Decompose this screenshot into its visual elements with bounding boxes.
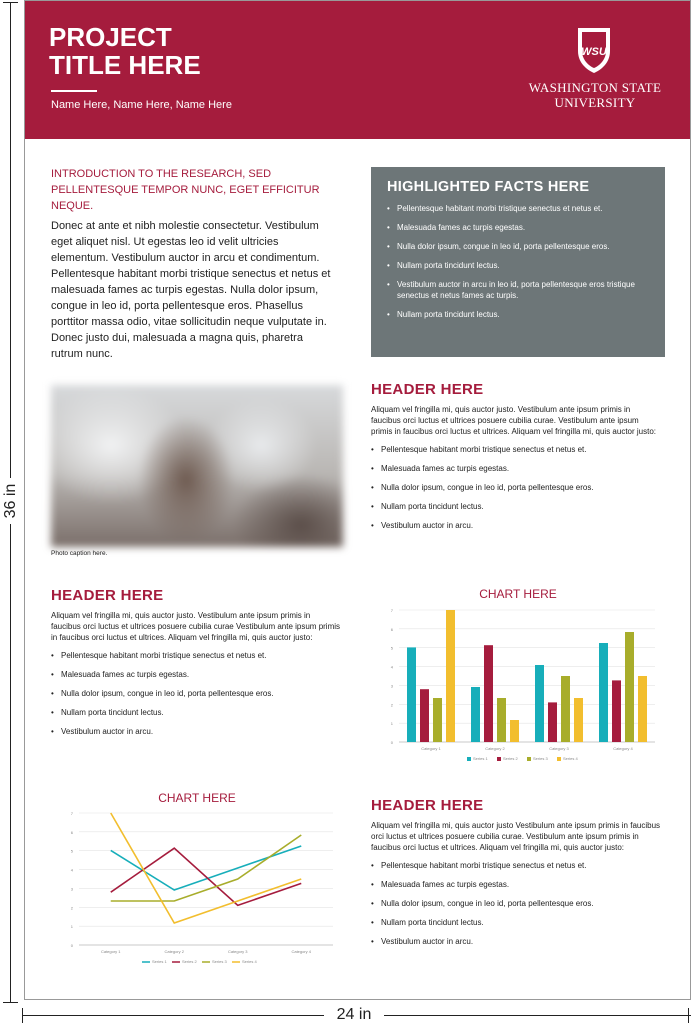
bar bbox=[535, 665, 544, 742]
facts-item: • Pellentesque habitant morbi tristique senectus et netus et. bbox=[387, 203, 649, 214]
y-tick-label: 0 bbox=[70, 943, 73, 948]
section-list-item: • Pellentesque habitant morbi tristique senectus et netus et. bbox=[51, 650, 341, 661]
legend-swatch bbox=[497, 757, 501, 761]
section-list-item: • Vestibulum auctor in arcu. bbox=[51, 726, 341, 737]
bar bbox=[497, 698, 506, 742]
x-tick-label: Category 4 bbox=[613, 746, 633, 751]
title-underline bbox=[51, 90, 97, 92]
y-tick-label: 0 bbox=[390, 740, 393, 745]
legend-label: Series 2 bbox=[503, 756, 518, 761]
bar bbox=[599, 643, 608, 742]
photo-caption: Photo caption here. bbox=[51, 550, 108, 557]
section-heading: HEADER HERE bbox=[371, 797, 484, 814]
x-tick-label: Category 1 bbox=[100, 949, 121, 954]
intro-heading: INTRODUCTION TO THE RESEARCH, SED PELLENTESQUE TEMPOR NUNC, EGET EFFICITUR NEQUE. bbox=[51, 168, 320, 212]
section-heading: HEADER HERE bbox=[371, 381, 484, 398]
author-names: Name Here, Name Here, Name Here bbox=[51, 99, 232, 111]
height-dimension-label: 36 in bbox=[0, 478, 22, 524]
section-list-item: • Malesuada fames ac turpis egestas. bbox=[51, 669, 341, 680]
y-tick-label: 3 bbox=[390, 683, 393, 689]
section-right-2 bbox=[371, 797, 661, 955]
shield-monogram: WSU bbox=[581, 46, 607, 58]
legend-label: Series 1 bbox=[152, 959, 167, 964]
section-list-item: • Malesuada fames ac turpis egestas. bbox=[371, 463, 661, 474]
poster-title-line1: PROJECT bbox=[49, 22, 172, 52]
y-tick-label: 1 bbox=[70, 924, 73, 930]
section-list-item: • Nullam porta tincidunt lectus. bbox=[371, 501, 661, 512]
title-banner bbox=[25, 1, 690, 139]
legend-label: Series 3 bbox=[212, 959, 227, 964]
y-tick-label: 3 bbox=[70, 886, 73, 892]
facts-item: • Malesuada fames ac turpis egestas. bbox=[387, 222, 649, 233]
section-list-item: • Vestibulum auctor in arcu. bbox=[371, 520, 661, 531]
intro-body: Donec at ante et nibh molestie consectetur. Vestibulum eget aliquet nisl. Ut egestas leo id velit ultricies elementum. Vestibulum auctor in arcu et condimentum. Pellentesque habitant morbi tristique senectus et netus et malesuada fames ac turpis egestas. Nulla dolor ipsum, congue in leo id, porta pellentesque eros. Phasellus porttitor massa odio, vitae sollicitudin neque vulputate in. Donec justo dui, malesuada a magna quis, pharetra rutrum nunc. bbox=[51, 220, 331, 360]
highlighted-facts-box bbox=[371, 167, 665, 357]
bar-chart bbox=[371, 604, 665, 774]
line-chart-title: CHART HERE bbox=[158, 791, 236, 805]
facts-list bbox=[387, 203, 649, 320]
y-tick-label: 7 bbox=[390, 608, 393, 613]
y-tick-label: 6 bbox=[70, 829, 73, 835]
section-body: Aliquam vel fringilla mi, quis auctor justo. Vestibulum ante ipsum primis in faucibus orci luctus et ultrices posuere cubilia curae Vestibulum ante ipsum primis in faucibus orci luctus et ultrices. Aliquam vel fringilla mi, quis auctor justo: bbox=[51, 611, 341, 642]
series-line bbox=[111, 848, 302, 905]
legend-swatch bbox=[527, 757, 531, 761]
series-line bbox=[111, 846, 302, 890]
x-tick-label: Category 3 bbox=[227, 949, 248, 954]
x-tick-label: Category 3 bbox=[549, 746, 569, 751]
wordmark-line2: UNIVERSITY bbox=[554, 95, 636, 110]
section-list-item: • Malesuada fames ac turpis egestas. bbox=[371, 879, 661, 890]
section-heading: HEADER HERE bbox=[51, 587, 164, 604]
y-tick-label: 1 bbox=[390, 721, 393, 727]
legend-label: Series 2 bbox=[182, 959, 197, 964]
section-list bbox=[371, 860, 661, 947]
bar bbox=[510, 720, 519, 742]
section-list-item: • Nullam porta tincidunt lectus. bbox=[371, 917, 661, 928]
width-dimension-tick-right bbox=[688, 1008, 689, 1023]
university-wordmark bbox=[520, 80, 670, 110]
facts-item: • Vestibulum auctor in arcu in leo id, porta pellentesque eros tristique senectus et netus fames ac turpis. bbox=[387, 279, 649, 301]
facts-item: • Nulla dolor ipsum, congue in leo id, porta pellentesque eros. bbox=[387, 241, 649, 252]
section-list-item: • Vestibulum auctor in arcu. bbox=[371, 936, 661, 947]
bar bbox=[420, 689, 429, 742]
section-list bbox=[371, 444, 661, 531]
section-list-item: • Pellentesque habitant morbi tristique senectus et netus et. bbox=[371, 860, 661, 871]
height-dimension bbox=[0, 0, 22, 1005]
y-tick-label: 7 bbox=[70, 811, 73, 816]
bar bbox=[612, 680, 621, 742]
legend-label: Series 1 bbox=[473, 756, 488, 761]
legend-label: Series 4 bbox=[563, 756, 578, 761]
x-tick-label: Category 2 bbox=[485, 746, 505, 751]
section-list-item: • Nullam porta tincidunt lectus. bbox=[51, 707, 341, 718]
x-tick-label: Category 1 bbox=[421, 746, 441, 751]
section-left-1 bbox=[51, 587, 341, 745]
section-list-item: • Nulla dolor ipsum, congue in leo id, porta pellentesque eros. bbox=[51, 688, 341, 699]
poster-title bbox=[49, 23, 269, 79]
cougar-shield-icon bbox=[575, 25, 613, 75]
section-body: Aliquam vel fringilla mi, quis auctor justo. Vestibulum ante ipsum primis in faucibus orci luctus et ultrices posuere cubilia curae. Vestibulum ante ipsum primis in faucibus orci luctus et ultrices. Aliquam vel fringilla mi, quis auctor justo: bbox=[371, 405, 656, 436]
research-photo bbox=[51, 385, 343, 547]
y-tick-label: 4 bbox=[70, 867, 73, 873]
wordmark-line1: WASHINGTON STATE bbox=[528, 80, 662, 95]
bar bbox=[433, 698, 442, 742]
y-tick-label: 2 bbox=[70, 905, 73, 911]
y-tick-label: 5 bbox=[70, 848, 73, 854]
bar bbox=[638, 676, 647, 742]
y-tick-label: 6 bbox=[390, 626, 393, 632]
bar bbox=[561, 676, 570, 742]
section-list-item: • Nulla dolor ipsum, congue in leo id, porta pellentesque eros. bbox=[371, 482, 661, 493]
x-tick-label: Category 4 bbox=[291, 949, 312, 954]
poster-title-line2: TITLE HERE bbox=[49, 50, 201, 80]
bar bbox=[446, 610, 455, 742]
y-tick-label: 2 bbox=[390, 702, 393, 708]
university-logo bbox=[520, 25, 670, 115]
height-dimension-tick-bottom bbox=[3, 1002, 18, 1003]
legend-swatch bbox=[557, 757, 561, 761]
y-tick-label: 4 bbox=[390, 664, 393, 670]
poster bbox=[24, 0, 691, 1000]
width-dimension bbox=[22, 1004, 691, 1024]
height-dimension-tick-top bbox=[3, 2, 18, 3]
section-list-item: • Pellentesque habitant morbi tristique senectus et netus et. bbox=[371, 444, 661, 455]
legend-swatch bbox=[467, 757, 471, 761]
bar bbox=[574, 698, 583, 742]
section-body: Aliquam vel fringilla mi, quis auctor justo Vestibulum ante ipsum primis in faucibus orci luctus et ultrices posuere cubilia curae. Vestibulum ante ipsum primis in faucibus orci luctus et ultrices. Aliquam vel fringilla mi, quis auctor justo: bbox=[371, 821, 661, 852]
bar bbox=[471, 687, 480, 742]
width-dimension-tick-left bbox=[22, 1008, 23, 1023]
section-list-item: • Nulla dolor ipsum, congue in leo id, porta pellentesque eros. bbox=[371, 898, 661, 909]
x-tick-label: Category 2 bbox=[164, 949, 185, 954]
bar bbox=[484, 645, 493, 742]
legend-label: Series 3 bbox=[533, 756, 548, 761]
section-list bbox=[51, 650, 341, 737]
bar-chart-title: CHART HERE bbox=[479, 587, 557, 601]
legend-label: Series 4 bbox=[242, 959, 257, 964]
bar bbox=[407, 647, 416, 742]
facts-heading: HIGHLIGHTED FACTS HERE bbox=[387, 179, 590, 195]
facts-item: • Nullam porta tincidunt lectus. bbox=[387, 260, 649, 271]
y-tick-label: 5 bbox=[390, 645, 393, 651]
line-chart bbox=[51, 807, 343, 977]
section-right-1 bbox=[371, 381, 661, 539]
bar bbox=[625, 632, 634, 742]
facts-item: • Nullam porta tincidunt lectus. bbox=[387, 309, 649, 320]
width-dimension-label: 24 in bbox=[324, 1004, 384, 1024]
bar bbox=[548, 702, 557, 742]
